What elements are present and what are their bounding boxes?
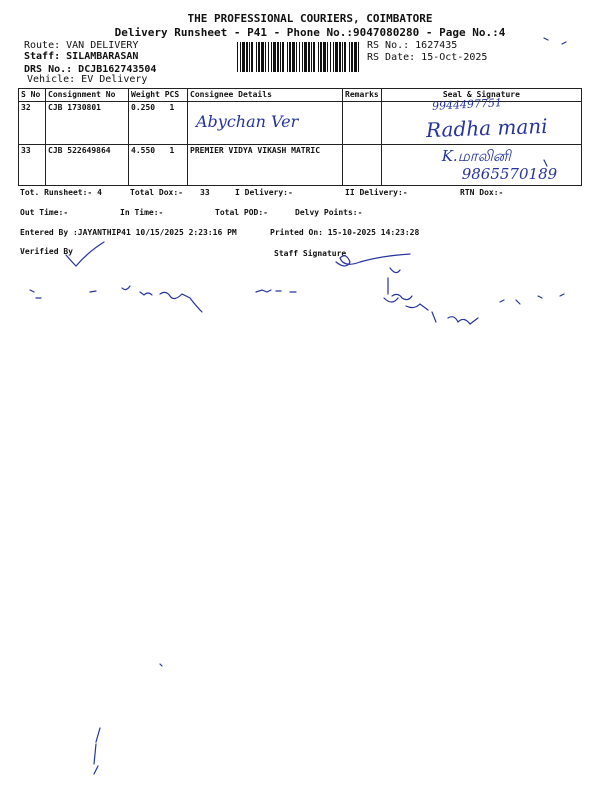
row-consignment: CJB 1730801	[46, 102, 129, 145]
col-sno: S No	[19, 89, 46, 102]
tot-runsheet: Tot. Runsheet:- 4	[20, 188, 102, 197]
entered-by: Entered By :JAYANTHIP41 10/15/2025 2:23:16 PM	[20, 228, 237, 237]
route-text: Route: VAN DELIVERY	[24, 40, 139, 51]
total-pod: Total POD:-	[215, 208, 268, 217]
rs-date: RS Date: 15-Oct-2025	[367, 52, 488, 63]
rtn-dox: RTN Dox:-	[460, 188, 504, 197]
total-dox-value: 33	[200, 188, 210, 197]
row-consignment: CJB 522649864	[46, 145, 129, 186]
i-delivery: I Delivery:-	[235, 188, 293, 197]
drs-number: DRS No.: DCJB162743504	[24, 64, 157, 75]
consignee-handwriting: Abychan Ver	[196, 112, 299, 131]
staff-signature-label: Staff Signature	[274, 249, 347, 258]
row-weight: 0.250	[131, 103, 156, 112]
signature-name: Radha mani	[425, 113, 548, 143]
row-consignee: PREMIER VIDYA VIKASH MATRIC	[188, 145, 343, 186]
row-sno: 33	[19, 145, 46, 186]
staff-signature-scrawl	[336, 254, 410, 266]
signature-name: K.மாலினி	[441, 147, 511, 165]
company-title: THE PROFESSIONAL COURIERS, COIMBATORE	[187, 12, 433, 25]
col-signature: Seal & Signature	[381, 89, 581, 102]
staff-text: Staff: SILAMBARASAN	[24, 51, 139, 62]
total-dox-label: Total Dox:-	[130, 188, 183, 197]
vehicle-text: Vehicle: EV Delivery	[27, 74, 148, 85]
signature-phone: 9944497751	[431, 96, 503, 113]
out-time: Out Time:-	[20, 208, 69, 217]
sign-mark-a	[384, 268, 400, 302]
rs-number: RS No.: 1627435	[367, 40, 458, 51]
col-pcs: PCS	[164, 90, 180, 99]
row-pcs: 1	[169, 103, 175, 112]
verified-tick-mark	[66, 242, 104, 266]
row-weight: 4.550	[131, 146, 156, 155]
signature-phone: 9865570189	[461, 165, 558, 183]
row-pcs: 1	[169, 146, 175, 155]
row-sno: 32	[19, 102, 46, 145]
scribble-left	[30, 286, 202, 312]
ii-delivery: II Delivery:-	[345, 188, 408, 197]
runsheet-subtitle: Delivery Runsheet - P41 - Phone No.:9047080280 - Page No.:4	[114, 26, 506, 39]
scribble-mid	[256, 290, 296, 292]
in-time: In Time:-	[120, 208, 164, 217]
verified-by-label: Verified By	[20, 247, 73, 256]
printed-on: Printed On: 15-10-2025 14:23:28	[270, 228, 420, 237]
col-weight: Weight	[131, 90, 160, 99]
scribble-right	[392, 294, 564, 324]
col-remarks: Remarks	[343, 89, 382, 102]
bottom-mark	[94, 664, 162, 774]
side-mark	[544, 38, 566, 166]
delvy-points: Delvy Points:-	[295, 208, 363, 217]
col-consignment: Consignment No	[46, 89, 129, 102]
col-consignee: Consignee Details	[188, 89, 343, 102]
